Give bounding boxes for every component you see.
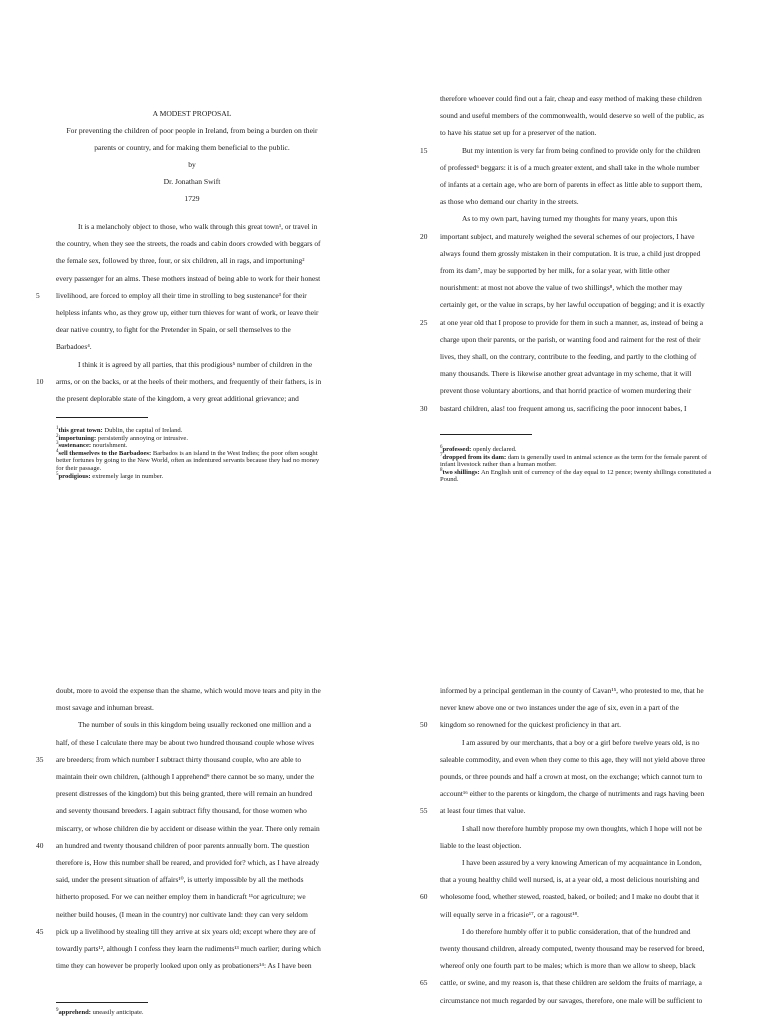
text-line: will equally serve in a fricasie¹⁷, or a ragoust¹⁸.: [440, 909, 579, 919]
text-line: never knew above one or two instances under the age of six, even in a part of the: [440, 703, 679, 713]
text-line: twenty thousand children, already computed, twenty thousand may be reserved for breed,: [440, 944, 705, 953]
footnote: [56, 450, 328, 473]
text-line: wholesome food, whether stewed, roasted, baked, or boiled; and I make no doubt that it: [440, 892, 700, 902]
text-line: As to my own part, having turned my thoughts for many years, upon this: [462, 214, 678, 224]
text-line: pounds, or three pounds and half a crown at most, on the exchange; which cannot turn to: [440, 772, 703, 781]
text-line: I shall now therefore humbly propose my own thoughts, which I hope will not be: [462, 823, 702, 833]
footnote-number: 7: [440, 452, 443, 458]
footnote: [440, 454, 712, 469]
text-line: bastard children, alas! too frequent among us, sacrificing the poor innocent babes, I: [440, 403, 687, 413]
text-line: maintain their own children, (although I apprehend⁹ there cannot be so many, under the: [56, 772, 315, 781]
text-line: The number of souls in this kingdom being usually reckoned one million and a: [78, 720, 311, 730]
text-line: arms, or on the backs, or at the heels of their mothers, and frequently of their fathers, is in: [56, 376, 322, 386]
footnote-number: 9: [56, 1007, 59, 1013]
footnote: [440, 469, 712, 484]
page-3: [0, 512, 384, 1024]
text-line: therefore whoever could find out a fair, cheap and easy method of making these children: [440, 94, 702, 103]
text-line: every passenger for an alms. These mothers instead of being able to work for their honest: [56, 273, 321, 283]
publication-year: 1729: [184, 194, 200, 203]
document-title: A MODEST PROPOSAL: [152, 109, 232, 118]
footnote: [56, 1009, 328, 1017]
text-line: It is a melancholy object to those, who walk through this great town¹, or travel in: [78, 222, 318, 231]
line-number: 55: [420, 806, 428, 816]
footnote-definition: Barbados is an island in the West Indies; the poor often sought better fortunes by going to the New World, often as indentured servants because they had no money for their passage.: [56, 449, 320, 472]
text-line: neither build houses, (I mean in the country) nor cultivate land: they can very seldom: [56, 909, 308, 919]
text-line: towardly parts¹², although I confess they learn the rudiments¹³ much earlier; during which: [56, 944, 321, 953]
text-line: present distresses of the kingdom) but this being granted, there will remain an hundred: [56, 789, 313, 799]
footnote-definition: uneasily anticipate.: [91, 1009, 144, 1016]
footnote-divider: [440, 434, 532, 435]
text-line: whereof only one fourth part to be males; which is more than we allow to sheep, black: [440, 961, 696, 971]
footnote: [56, 442, 328, 450]
line-number: 20: [420, 231, 428, 241]
footnote: [440, 446, 712, 454]
text-line: from its dam⁷, may be supported by her milk, for a solar year, with little other: [440, 266, 670, 275]
text-line: Barbadoes⁴.: [56, 342, 92, 352]
line-number: 15: [420, 145, 428, 155]
text-line: miscarry, or whose children die by accident or disease within the year. There only remain: [56, 823, 320, 833]
footnote-term: sell themselves to the Barbadoes:: [58, 449, 152, 457]
text-line: lives, they shall, on the contrary, contribute to the feeding, and partly to the clothing of: [440, 352, 697, 361]
footnote-term: professed:: [442, 446, 472, 453]
footnote-number: 4: [56, 448, 59, 454]
line-number: 10: [36, 376, 44, 386]
page-2: [384, 0, 768, 512]
text-line: many thousands. There is likewise another great advantage in my scheme, that it will: [440, 369, 692, 379]
text-line: account¹⁶ either to the parents or kingdom, the charge of nutriments and rags having been: [440, 789, 705, 799]
footnote-term: this great town:: [58, 427, 103, 434]
text-line: sound and useful members of the commonwealth, would deserve so well of the public, as: [440, 111, 704, 121]
footnote-definition: dam is generally used in animal science as the term for the female parent of infant livestock rather than a human mother.: [440, 453, 708, 469]
text-line: charge upon their parents, or the parish, or wanting food and raiment for the rest of their: [440, 334, 701, 344]
text-line: I do therefore humbly offer it to public consideration, that of the hundred and: [462, 926, 691, 936]
line-number: 65: [420, 978, 428, 988]
text-line: hitherto proposed. For we can neither employ them in handicraft ¹¹or agriculture; we: [56, 892, 306, 902]
footnote: [56, 473, 328, 481]
text-line: as those who demand our charity in the streets.: [440, 197, 579, 207]
line-number: 30: [420, 403, 428, 413]
text-line: at one year old that I propose to provide for them in such a manner, as, instead of being a: [440, 317, 704, 327]
text-line: the present deplorable state of the kingdom, a very great additional grievance; and: [56, 394, 299, 403]
text-line: circumstance not much regarded by our savages, therefore, one male will be sufficient to: [440, 995, 703, 1005]
text-line: doubt, more to avoid the expense than the shame, which would move tears and pity in the: [56, 686, 321, 695]
text-line: therefore is, How this number shall be reared, and provided for? which, as I have already: [56, 858, 320, 867]
text-line: helpless infants who, as they grow up, either turn thieves for want of work, or leave their: [56, 308, 319, 317]
footnote-definition: extremely large in number.: [90, 472, 164, 480]
text-line: to have his statue set up for a preserver of the nation.: [440, 128, 597, 138]
text-line: dear native country, to fight for the Pretender in Spain, or sell themselves to the: [56, 325, 291, 335]
text-line: always found them grossly mistaken in their computation. It is true, a child just dropped: [440, 248, 701, 258]
text-line: kingdom so renowned for the quickest proficiency in that art.: [440, 720, 622, 730]
text-line: important subject, and maturely weighed the several schemes of our projectors, I have: [440, 231, 695, 241]
text-line: saleable commodity, and even when they come to this age, they will not yield above three: [440, 754, 706, 764]
text-line: said, under the present situation of affairs¹⁰, is utterly impossible by all the methods: [56, 875, 304, 885]
footnote-term: sustenance:: [58, 442, 92, 450]
byline-by: by: [188, 160, 196, 169]
footnote-definition: Dublin, the capital of Ireland.: [102, 427, 183, 434]
text-line: prevent those voluntary abortions, and that horrid practice of women murdering their: [440, 386, 692, 396]
footnote-term: importuning:: [58, 434, 97, 442]
footnote: [56, 427, 328, 435]
text-line: pick up a livelihood by stealing till they arrive at six years old; except where they are of: [56, 926, 316, 936]
footnote-number: 1: [56, 425, 59, 431]
footnote-definition: persistently annoying or intrusive.: [96, 434, 188, 442]
page-1: [0, 0, 384, 512]
document-subtitle-line-1: For preventing the children of poor people in Ireland, from being a burden on their: [66, 126, 318, 135]
page-4: [384, 512, 768, 1024]
footnote-term: two shillings:: [442, 468, 480, 476]
text-line: nourishment: at most not above the value of two shillings⁸, which the mother may: [440, 283, 683, 293]
text-line: I am assured by our merchants, that a boy or a girl before twelve years old, is no: [462, 737, 700, 747]
footnote-number: 3: [56, 441, 59, 446]
text-line: an hundred and twenty thousand children of poor parents annually born. The question: [56, 840, 310, 850]
text-line: I have been assured by a very knowing American of my acquaintance in London,: [462, 858, 702, 867]
line-number: 45: [36, 926, 44, 936]
text-line: I think it is agreed by all parties, that this prodigious⁵ number of children in the: [78, 359, 313, 369]
footnote-number: 2: [56, 433, 59, 439]
footnote-definition: nourishment.: [91, 442, 128, 450]
text-line: of infants at a certain age, who are born of parents in effect as little able to support them,: [440, 180, 703, 189]
text-line: that a young healthy child well nursed, is, at a year old, a most delicious nourishing and: [440, 875, 700, 885]
text-line: the female sex, followed by three, four, or six children, all in rags, and importuning²: [56, 256, 305, 266]
text-line: time they can however be properly looked upon only as probationers¹⁴: As I have been: [56, 961, 312, 971]
text-line: But my intention is very far from being confined to provide only for the children: [462, 145, 701, 155]
line-number: 35: [36, 754, 44, 764]
footnote-number: 6: [440, 444, 443, 450]
line-number: 50: [420, 720, 428, 730]
document-subtitle-line-2: parents or country, and for making them beneficial to the public.: [94, 143, 290, 152]
footnote-definition: openly declared.: [471, 446, 517, 453]
text-line: and seventy thousand breeders. I again subtract fifty thousand, for those women who: [56, 806, 307, 816]
footnote-divider: [56, 1002, 148, 1003]
text-line: certainly get, or the value in scraps, by her lawful occupation of begging; and it is exactly: [440, 300, 705, 310]
text-line: cattle, or swine, and my reason is, that these children are seldom the fruits of marriage, a: [440, 978, 702, 988]
line-number: 60: [420, 892, 428, 902]
footnote-term: prodigious:: [58, 472, 91, 480]
text-line: liable to the least objection.: [440, 840, 522, 850]
text-line: livelihood, are forced to employ all their time in strolling to beg sustenance³ for their: [56, 290, 307, 300]
footnote-definition: An English unit of currency of the day equal to 12 pence; twenty shillings constituted a Pound.: [440, 468, 712, 484]
footnote-number: 5: [56, 471, 59, 477]
footnote-term: apprehend:: [58, 1009, 91, 1016]
footnote-number: 8: [440, 467, 443, 473]
author-name: Dr. Jonathan Swift: [163, 177, 221, 186]
text-line: half, of these I calculate there may be about two hundred thousand couple whose wives: [56, 737, 314, 747]
text-line: at least four times that value.: [440, 806, 526, 816]
line-number: 40: [36, 840, 44, 850]
text-line: most savage and inhuman breast.: [56, 703, 154, 713]
text-line: are breeders; from which number I subtract thirty thousand couple, who are able to: [56, 754, 302, 764]
text-line: informed by a principal gentleman in the county of Cavan¹⁵, who protested to me, that he: [440, 686, 704, 695]
line-number: 5: [36, 290, 40, 300]
footnote-term: dropped from its dam:: [442, 453, 507, 461]
text-line: of professed⁶ beggars: it is of a much greater extent, and shall take in the whole number: [440, 162, 700, 172]
footnote-divider: [56, 417, 148, 418]
line-number: 25: [420, 317, 428, 327]
text-line: the country, when they see the streets, the roads and cabin doors crowded with beggars of: [56, 239, 321, 249]
